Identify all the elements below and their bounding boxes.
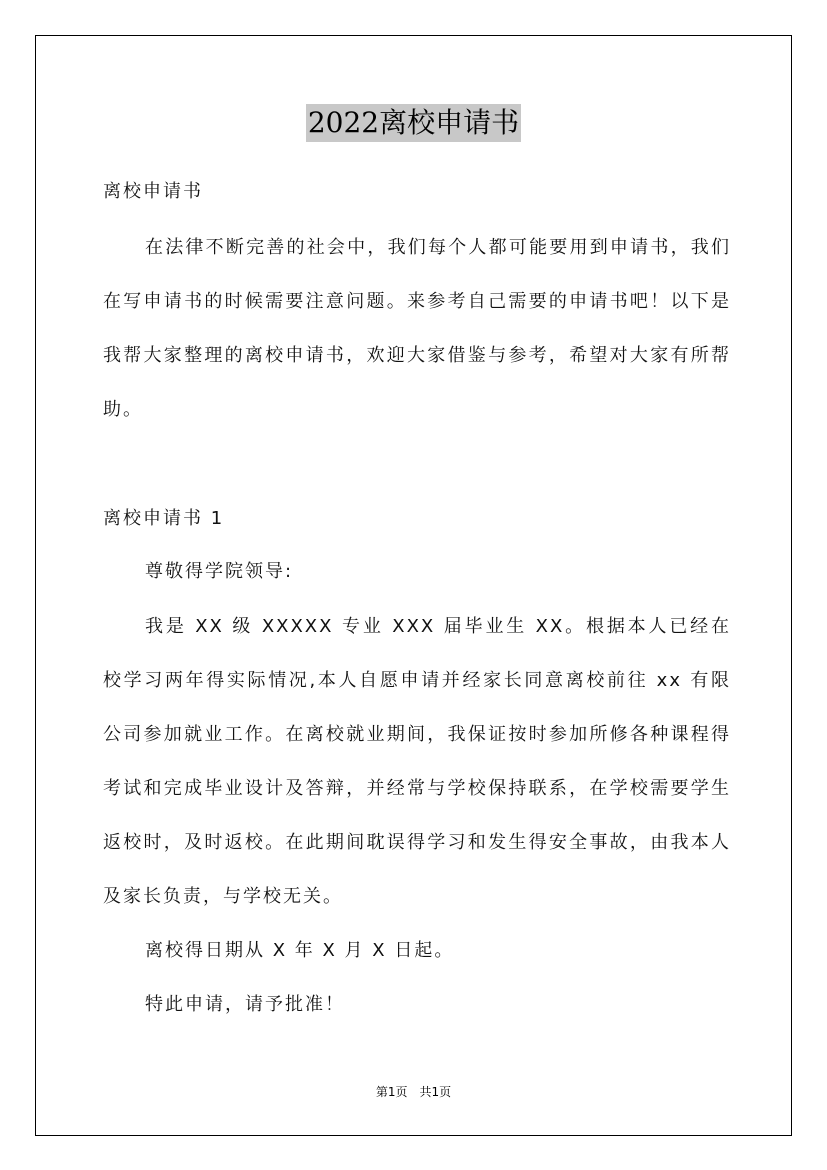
- intro-paragraph: 在法律不断完善的社会中，我们每个人都可能要用到申请书，我们在写申请书的时候需要注意问题。来参考自己需要的申请书吧！以下是我帮大家整理的离校申请书，欢迎大家借鉴与参考，希望对大家有所帮助。: [103, 237, 731, 420]
- closing-line: 特此申请，请予批准！: [145, 994, 345, 1015]
- leave-date-line: 离校得日期从 X 年 X 月 X 日起。: [145, 940, 455, 961]
- page-footer: 第1页 共1页: [375, 1085, 452, 1099]
- salutation: 尊敬得学院领导:: [145, 561, 294, 582]
- title-container: [0, 104, 827, 142]
- section-heading: 离校申请书 1: [103, 508, 225, 529]
- body-paragraph: 我是 XX 级 XXXXX 专业 XXX 届毕业生 XX。根据本人已经在校学习两年得实际情况,本人自愿申请并经家长同意离校前往 xx 有限公司参加就业工作。在离校就业期间，我保证按时参加所修各种课程得考试和完成毕业设计及答辩，并经常与学校保持联系，在学校需要学生返校时，及时返校。在此期间耽误得学习和发生得安全事故，由我本人及家长负责，与学校无关。: [103, 616, 731, 907]
- main-heading: 离校申请书: [103, 181, 203, 202]
- document-title: 2022离校申请书: [306, 104, 521, 142]
